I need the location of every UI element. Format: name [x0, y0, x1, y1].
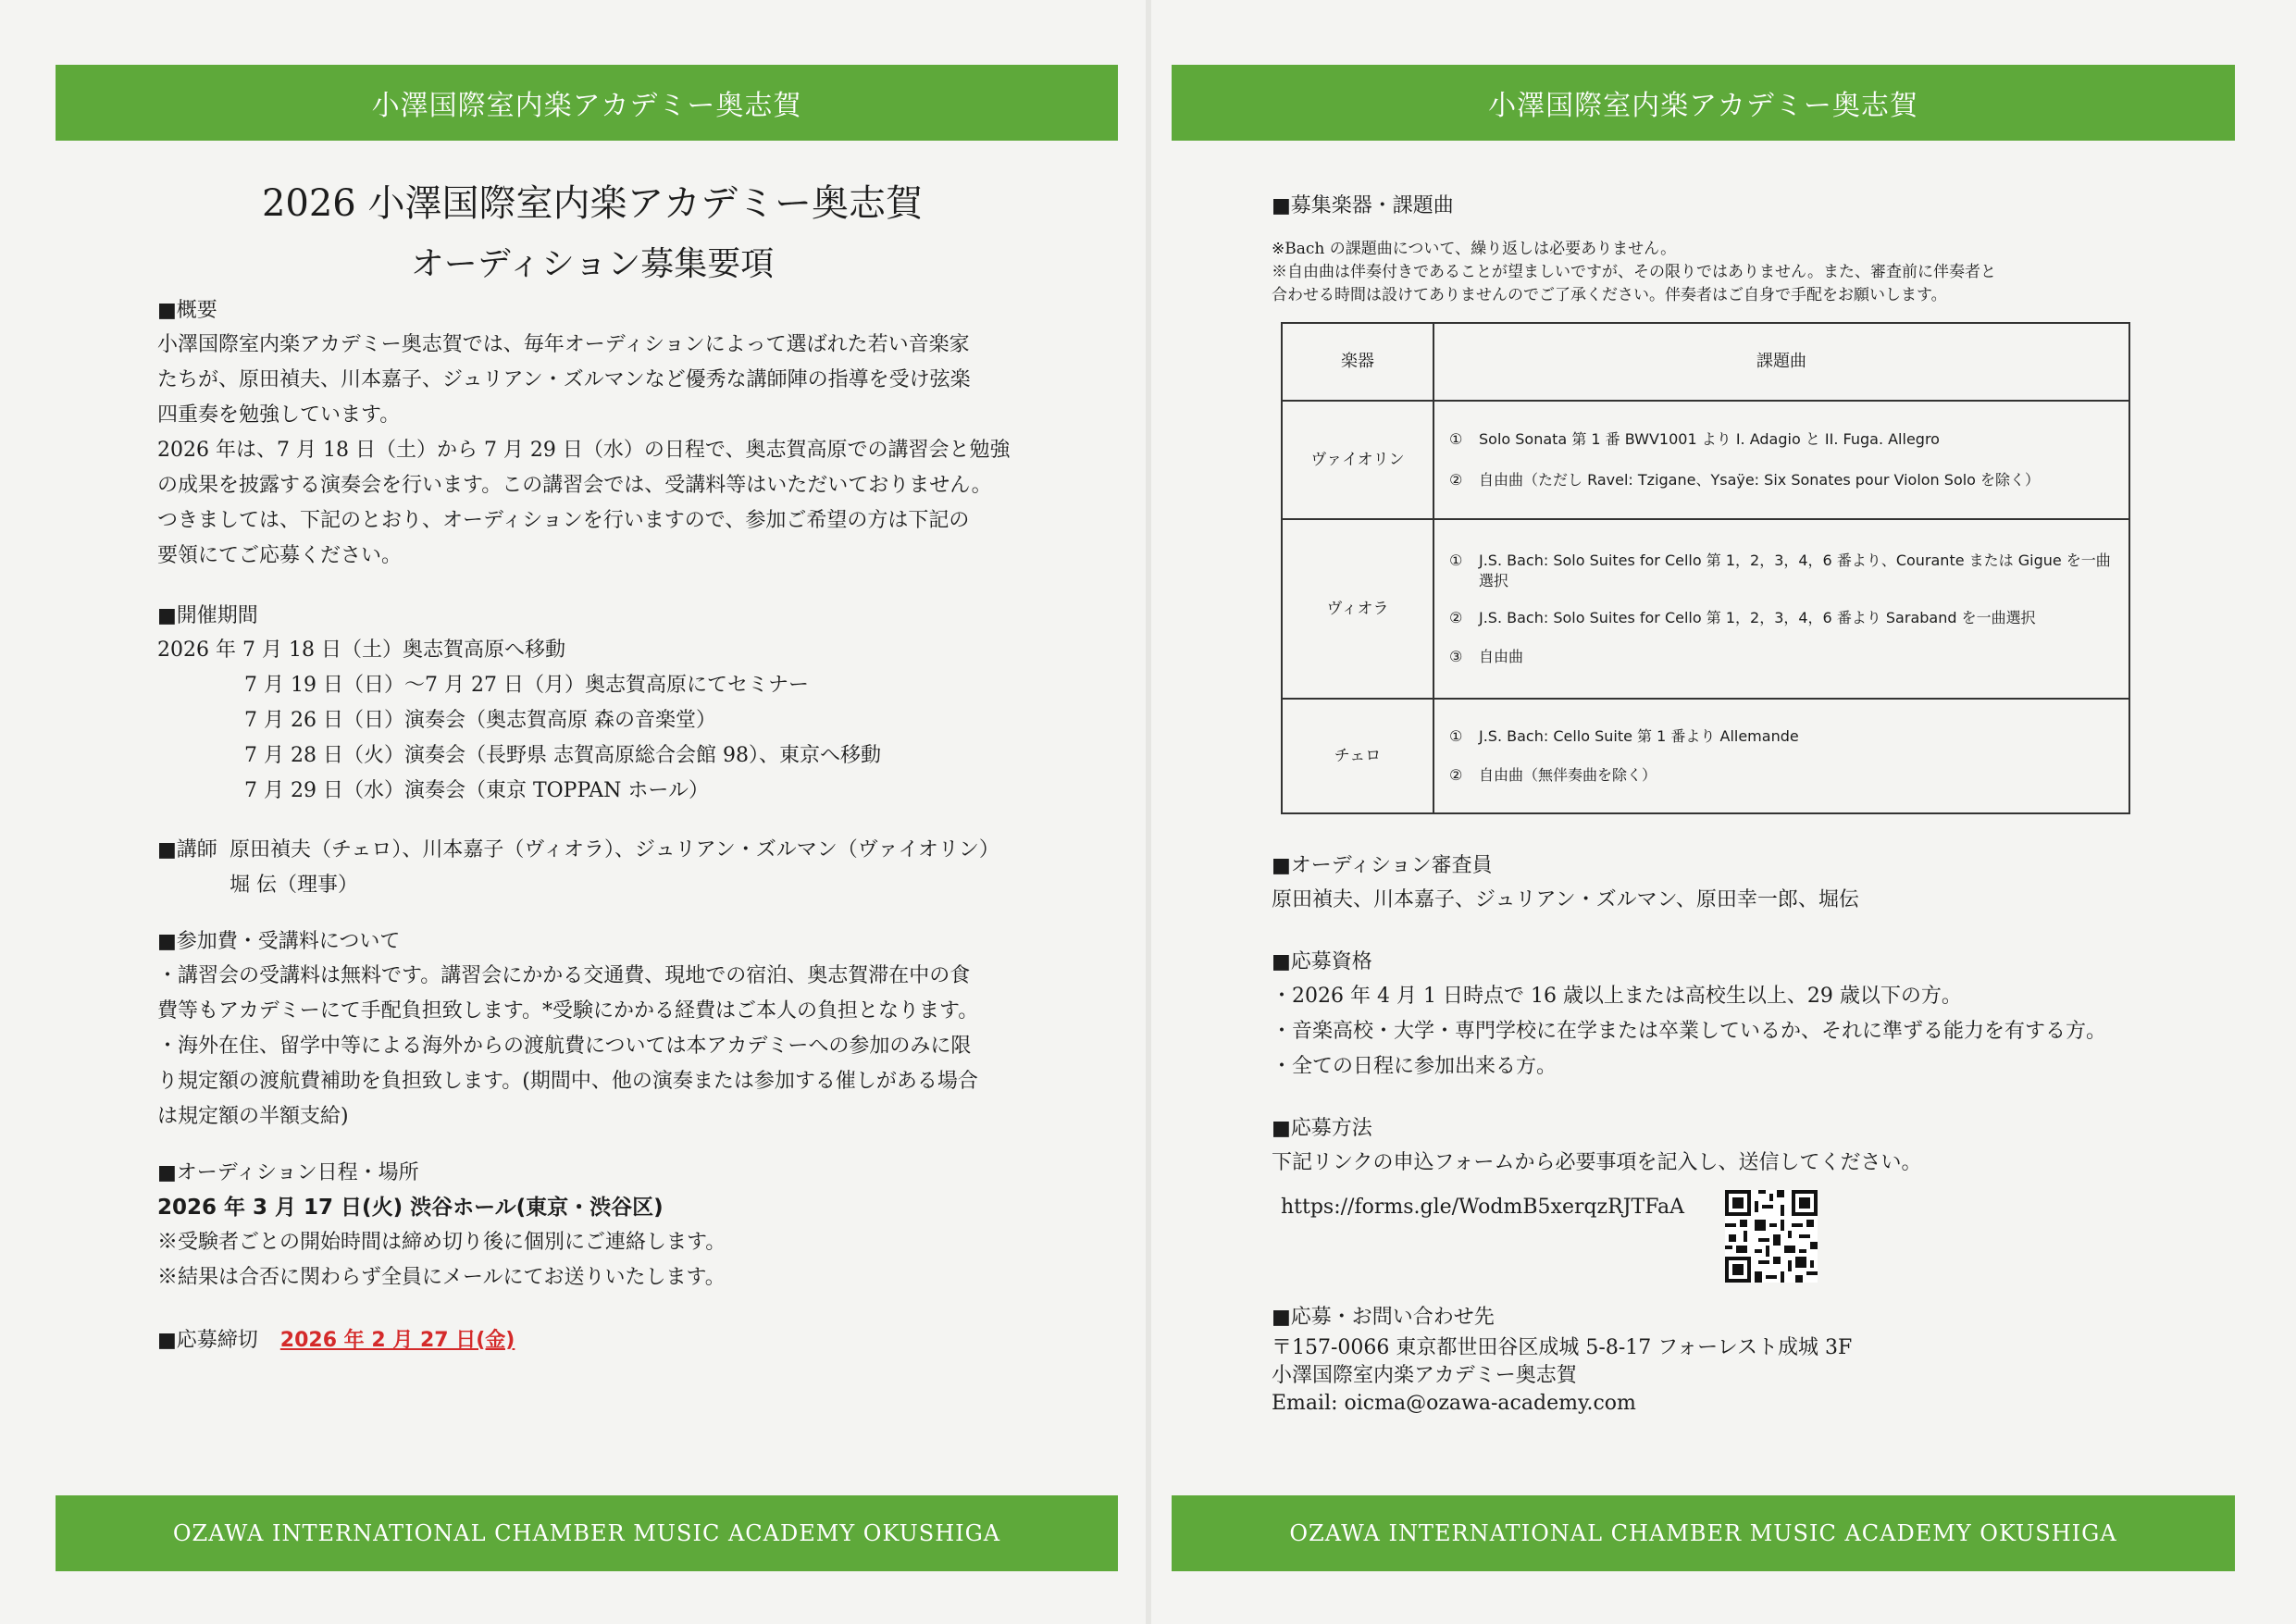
eligibility-heading: ■応募資格: [1272, 950, 1372, 973]
fees-line: ・講習会の受講料は無料です。講習会にかかる交通費、現地での宿泊、奥志賀滞在中の食: [157, 964, 971, 987]
method-heading: ■応募方法: [1272, 1117, 1372, 1140]
right-content: [1272, 190, 2197, 1418]
overview-line: つきましては、下記のとおり、オーディションを行いますので、参加ご希望の方は下記の: [157, 509, 970, 532]
method-text: 下記リンクの申込フォームから必要事項を記入し、送信してください。: [1272, 1151, 1922, 1174]
deadline-date: 2026 年 2 月 27 日(金): [279, 1329, 515, 1352]
contact-email[interactable]: Email: oicma@ozawa-academy.com: [1272, 1392, 1636, 1415]
instrument-cell: ヴァイオリン: [1282, 401, 1433, 519]
header-banner: 小澤国際室内楽アカデミー奥志賀: [1172, 65, 2235, 141]
work-item: [1449, 726, 2114, 747]
form-link[interactable]: https://forms.gle/WodmB5xerqzRJTFaA: [1281, 1196, 1684, 1219]
overview-heading: ■概要: [157, 299, 217, 322]
pieces-heading: ■募集楽器・課題曲: [1272, 194, 1454, 217]
pieces-note: ※Bach の課題曲について、繰り返しは必要ありません。: [1272, 240, 1677, 258]
work-text: 自由曲: [1479, 648, 1524, 665]
work-item: [1449, 647, 2114, 667]
fees-line: 費等もアカデミーにて手配負担致します。*受験にかかる経費はご本人の負担となります。: [157, 999, 979, 1023]
deadline-block: [157, 1323, 1027, 1358]
work-text: Solo Sonata 第 1 番 BWV1001 より I. Adagio と II. Fuga. Allegro: [1479, 430, 1940, 448]
fees-line: は規定額の半額支給): [157, 1105, 349, 1128]
pieces-note: ※自由曲は伴奏付きであることが望ましいですが、その限りではありません。また、審査前に伴奏者と: [1272, 263, 1997, 281]
table-row: [1282, 401, 2129, 519]
work-number: ①: [1449, 727, 1463, 745]
contact-block: [1272, 1334, 2197, 1418]
overview-line: の成果を披露する演奏会を行います。この講習会では、受講料等はいただいておりません。: [157, 474, 992, 497]
footer-banner: OZAWA INTERNATIONAL CHAMBER MUSIC ACADEMY OKUSHIGA: [1172, 1495, 2235, 1571]
document-title: 2026 小澤国際室内楽アカデミー奥志賀: [261, 182, 924, 225]
eligibility-line: ・音楽高校・大学・専門学校に在学または卒業しているか、それに準ずる能力を有する方。: [1272, 1020, 2107, 1043]
table-header-row: [1282, 323, 2129, 401]
document-subtitle: オーディション募集要項: [410, 245, 775, 283]
work-item: [1449, 608, 2114, 628]
table-row: [1282, 699, 2129, 813]
overview-line: 四重奏を勉強しています。: [157, 403, 401, 427]
audition-heading: ■オーディション日程・場所: [157, 1161, 419, 1184]
contact-org: 小澤国際室内楽アカデミー奥志賀: [1272, 1364, 1577, 1387]
lecturers-block: [157, 833, 1027, 868]
eligibility-line: ・全ての日程に参加出来る方。: [1272, 1055, 1558, 1078]
header-banner: 小澤国際室内楽アカデミー奥志賀: [56, 65, 1118, 141]
deadline-heading: ■応募締切: [157, 1329, 258, 1352]
qr-code-icon[interactable]: [1725, 1190, 1818, 1283]
overview-line: たちが、原田禎夫、川本嘉子、ジュリアン・ズルマンなど優秀な講師陣の指導を受け弦楽: [157, 368, 971, 391]
pieces-notes: [1272, 238, 2197, 307]
fees-line: り規定額の渡航費補助を負担致します。(期間中、他の演奏または参加する催しがある場合: [157, 1070, 978, 1093]
lecturers-line: 堀 伝（理事）: [230, 874, 358, 897]
work-number: ①: [1449, 430, 1463, 448]
pieces-table: [1281, 322, 2130, 814]
work-text: J.S. Bach: Cello Suite 第 1 番より Allemande: [1479, 727, 1799, 745]
fees-heading: ■参加費・受講料について: [157, 930, 401, 953]
work-item: [1449, 429, 2114, 450]
work-text: 自由曲（ただし Ravel: Tzigane、Ysaÿe: Six Sonates pour Violon Solo を除く）: [1479, 471, 2041, 489]
work-number: ②: [1449, 609, 1463, 626]
url-row: [1272, 1190, 2197, 1283]
lecturers-heading: ■講師: [157, 838, 217, 862]
instrument-cell: ヴィオラ: [1282, 519, 1433, 699]
work-number: ③: [1449, 648, 1463, 665]
work-item: [1449, 470, 2114, 490]
work-number: ②: [1449, 471, 1463, 489]
period-line: 7 月 28 日（火）演奏会（長野県 志賀高原総合会館 98）、東京へ移動: [244, 744, 881, 767]
column-header-instrument: 楽器: [1282, 323, 1433, 401]
period-heading: ■開催期間: [157, 604, 258, 627]
works-cell: [1433, 519, 2129, 699]
work-item: [1449, 765, 2114, 786]
eligibility-line: ・2026 年 4 月 1 日時点で 16 歳以上または高校生以上、29 歳以下の方。: [1272, 985, 1962, 1008]
left-content: [157, 167, 1027, 1358]
work-text: J.S. Bach: Solo Suites for Cello 第 1，2，3，4，6 番より Saraband を一曲選択: [1479, 609, 2036, 626]
judges-heading: ■オーディション審査員: [1272, 854, 1493, 877]
period-line: 7 月 26 日（日）演奏会（奥志賀高原 森の音楽堂）: [244, 709, 716, 732]
lecturers-line: 原田禎夫（チェロ）、川本嘉子（ヴィオラ）、ジュリアン・ズルマン（ヴァイオリン）: [230, 838, 999, 862]
audition-date-venue: 2026 年 3 月 17 日(火) 渋谷ホール(東京・渋谷区): [157, 1196, 664, 1220]
fees-line: ・海外在住、留学中等による海外からの渡航費については本アカデミーへの参加のみに限: [157, 1035, 972, 1058]
pieces-note: 合わせる時間は設けてありませんのでご了承ください。伴奏者はご自身で手配をお願いします。: [1272, 286, 1947, 304]
work-text: J.S. Bach: Solo Suites for Cello 第 1，2，3，4，6 番より、Courante または Gigue を一曲選択: [1479, 552, 2111, 589]
right-page: [1151, 0, 2296, 1624]
work-item: [1449, 551, 2114, 591]
overview-line: 2026 年は、7 月 18 日（土）から 7 月 29 日（水）の日程で、奥志賀高原での講習会と勉強: [157, 439, 1011, 462]
column-header-piece: 課題曲: [1433, 323, 2129, 401]
work-text: 自由曲（無伴奏曲を除く）: [1479, 766, 1657, 784]
overview-line: 要領にてご応募ください。: [157, 544, 403, 567]
works-cell: [1433, 401, 2129, 519]
instrument-cell: チェロ: [1282, 699, 1433, 813]
contact-address: 〒157-0066 東京都世田谷区成城 5-8-17 フォーレスト成城 3F: [1272, 1336, 1853, 1359]
works-cell: [1433, 699, 2129, 813]
audition-note: ※結果は合否に関わらず全員にメールにてお送りいたします。: [157, 1266, 726, 1289]
table-row: [1282, 519, 2129, 699]
period-line: 2026 年 7 月 18 日（土）奥志賀高原へ移動: [157, 638, 565, 662]
overview-line: 小澤国際室内楽アカデミー奥志賀では、毎年オーディションによって選ばれた若い音楽家: [157, 333, 970, 356]
work-number: ①: [1449, 552, 1463, 569]
left-page: [0, 0, 1146, 1624]
work-number: ②: [1449, 766, 1463, 784]
judges-names: 原田禎夫、川本嘉子、ジュリアン・ズルマン、原田幸一郎、堀伝: [1272, 888, 1859, 911]
footer-banner: OZAWA INTERNATIONAL CHAMBER MUSIC ACADEMY OKUSHIGA: [56, 1495, 1118, 1571]
audition-note: ※受験者ごとの開始時間は締め切り後に個別にご連絡します。: [157, 1231, 726, 1254]
contact-heading: ■応募・お問い合わせ先: [1272, 1306, 1495, 1329]
period-line: 7 月 19 日（日）～7 月 27 日（月）奥志賀高原にてセミナー: [244, 674, 809, 697]
period-line: 7 月 29 日（水）演奏会（東京 TOPPAN ホール）: [244, 779, 709, 802]
